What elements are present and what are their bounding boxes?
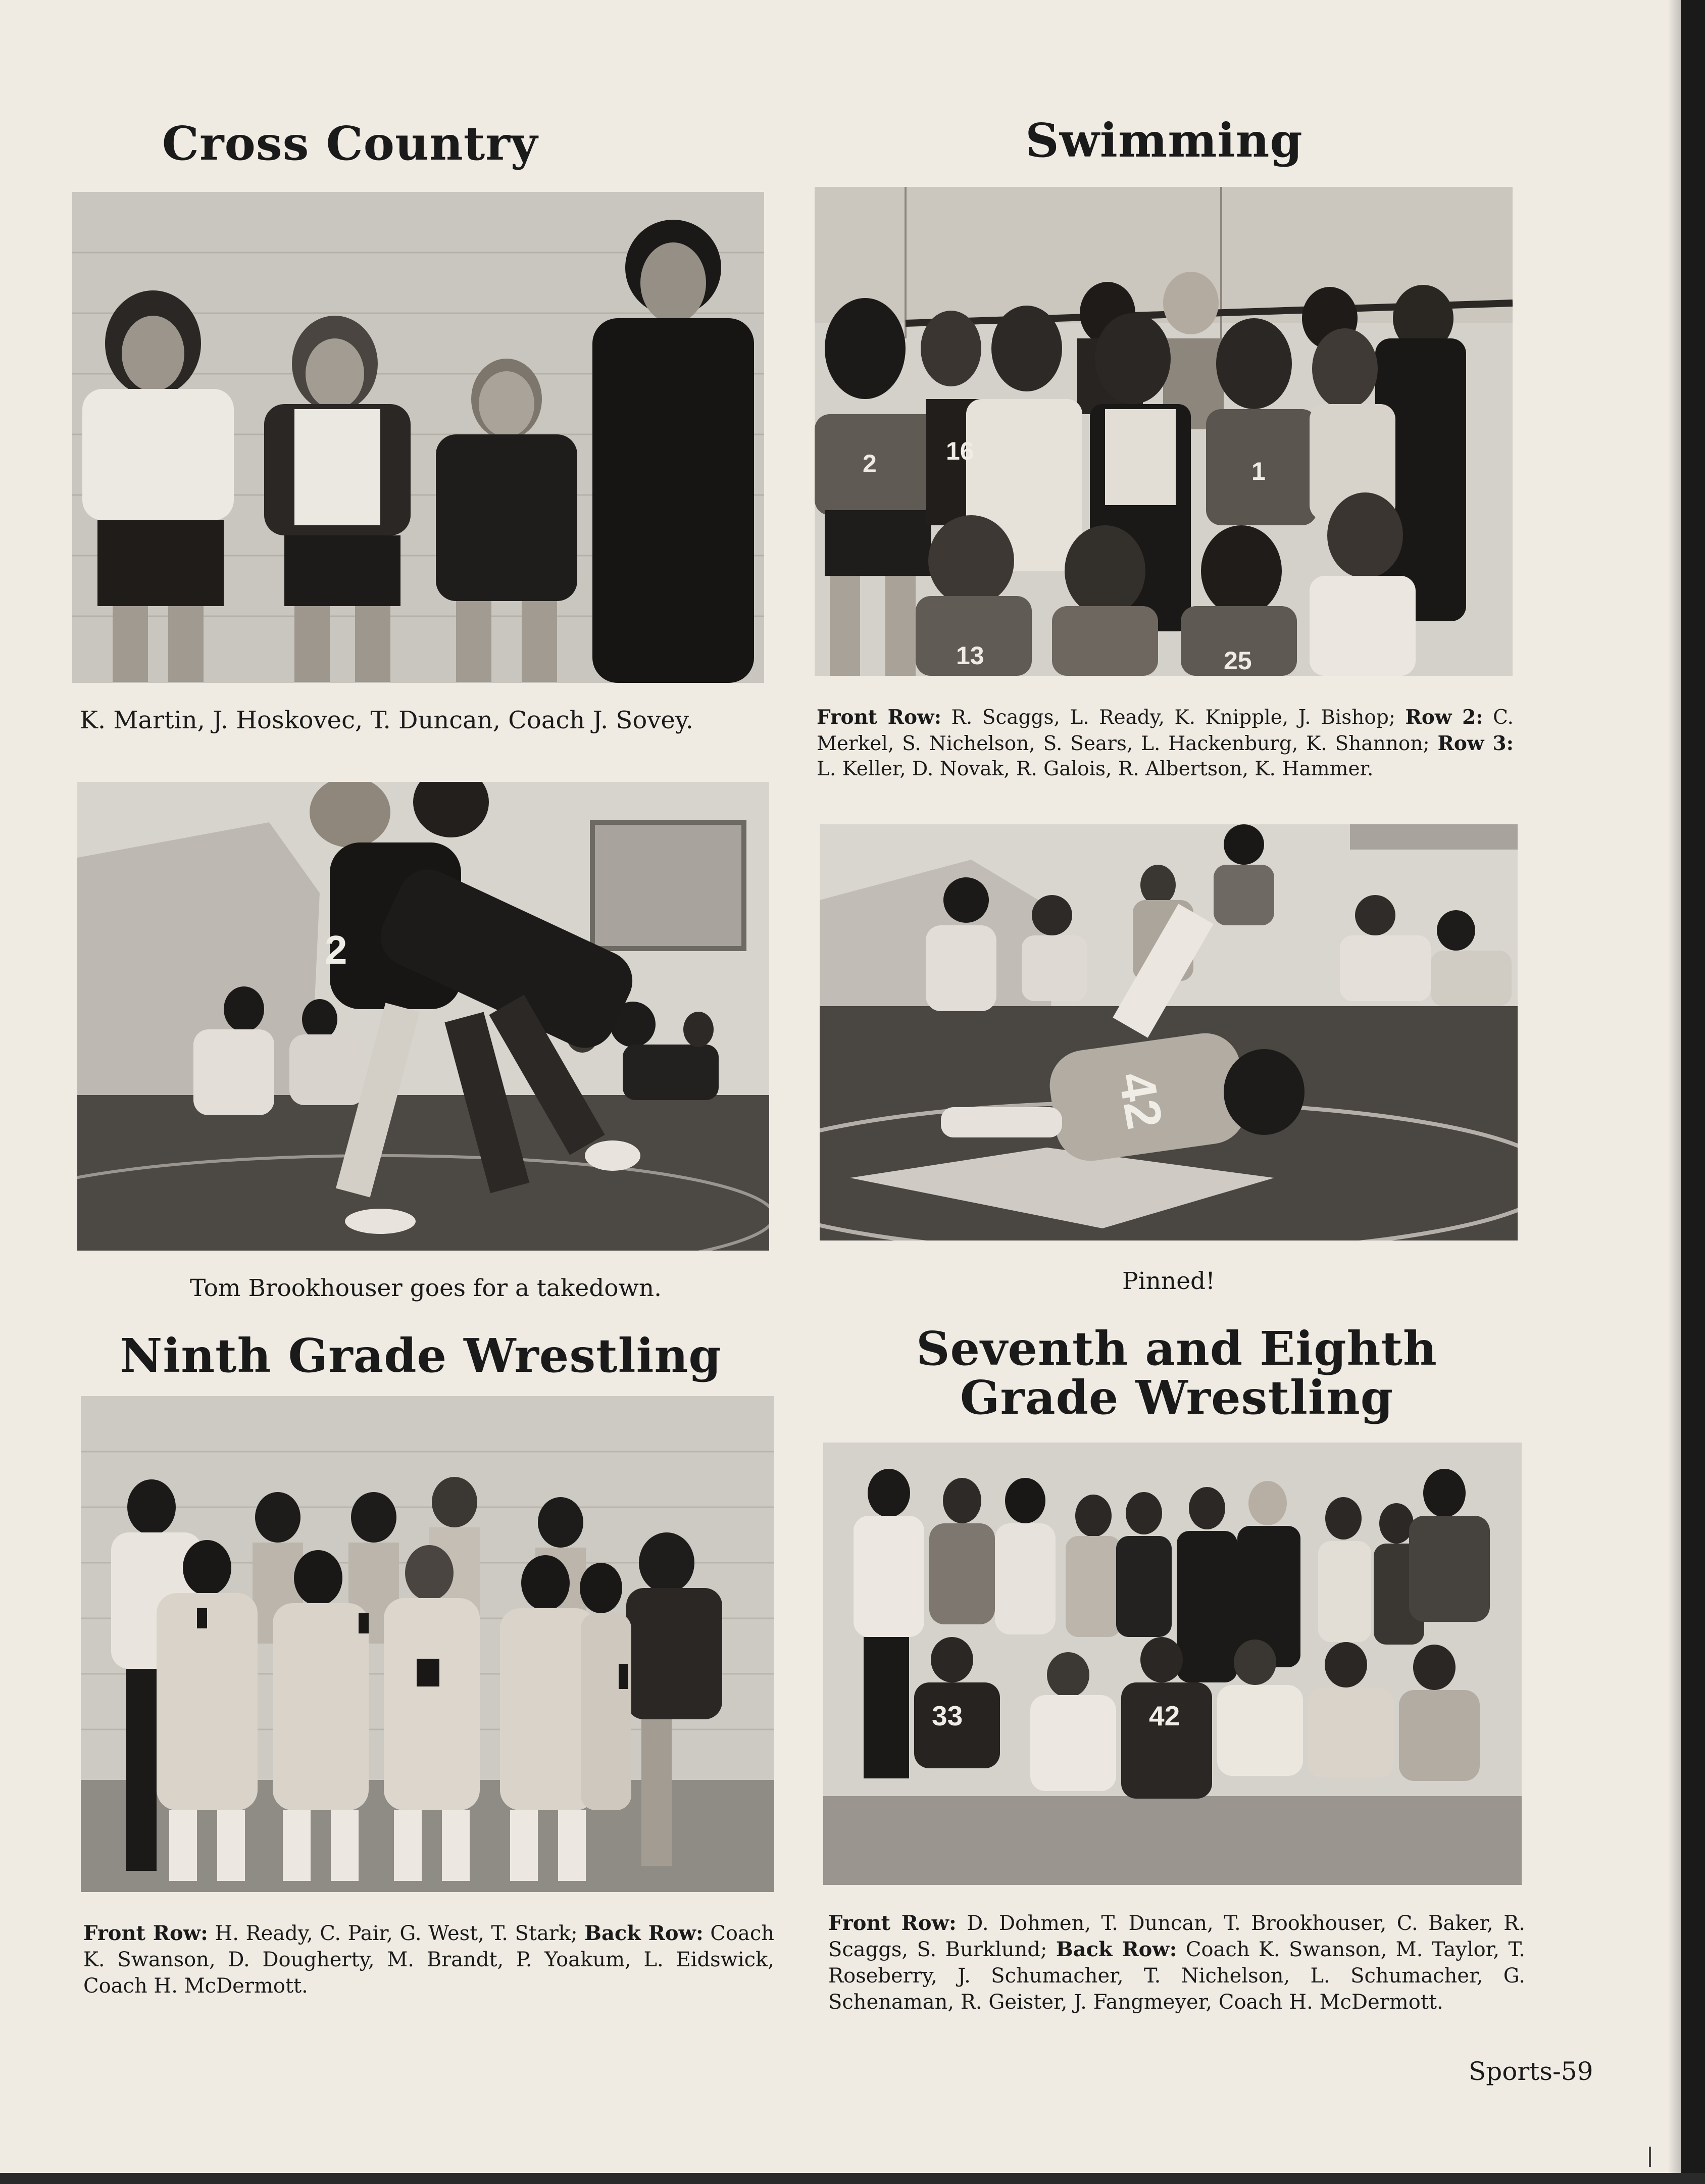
svg-text:1: 1 bbox=[1251, 457, 1266, 485]
swimming-photo bbox=[815, 187, 1513, 676]
seventh-eighth-heading bbox=[848, 1321, 1505, 1425]
seventh-eighth-caption bbox=[828, 1910, 1525, 2015]
cross-country-caption: K. Martin, J. Hoskovec, T. Duncan, Coach J. Sovey. bbox=[80, 706, 693, 734]
page-number: Sports-59 bbox=[1469, 2057, 1593, 2086]
cross-country-photo bbox=[72, 192, 764, 683]
svg-text:2: 2 bbox=[325, 927, 347, 972]
svg-text:16: 16 bbox=[946, 437, 974, 465]
swimming-row2-label: Row 2: bbox=[1405, 706, 1483, 729]
page-edge-bottom bbox=[0, 2173, 1705, 2184]
ninth-grade-photo bbox=[81, 1396, 774, 1892]
swimming-front-row-names: R. Scaggs, L. Ready, K. Knipple, J. Bishop; bbox=[941, 706, 1406, 729]
seventh-eighth-photo bbox=[823, 1443, 1522, 1885]
ninth-grade-back-row-label: Back Row: bbox=[584, 1921, 704, 1945]
swimming-front-row-label: Front Row: bbox=[817, 706, 941, 729]
crop-mark bbox=[1649, 2147, 1651, 2167]
seventh-eighth-back-row-names: Coach K. Swanson, M. Taylor, T. Roseberry, J. Schumacher, T. Nichelson, L. Schumacher, G. Schenaman, R. Geister, J. Fangmeyer, Coach H. McDermott. bbox=[828, 1938, 1526, 2014]
seventh-eighth-front-row-names: D. Dohmen, T. Duncan, T. Brookhouser, C. Baker, R. Scaggs, S. Burklund; bbox=[828, 1912, 1525, 1961]
cross-country-heading: Cross Country bbox=[162, 116, 538, 171]
swimming-row3-label: Row 3: bbox=[1437, 731, 1514, 755]
pinned-caption: Pinned! bbox=[1122, 1267, 1215, 1295]
swimming-heading: Swimming bbox=[1025, 113, 1303, 168]
ninth-grade-front-row-names: H. Ready, C. Pair, G. West, T. Stark; bbox=[208, 1922, 585, 1945]
page-edge-shadow bbox=[1668, 0, 1681, 2184]
svg-text:42: 42 bbox=[1149, 1700, 1180, 1731]
takedown-caption: Tom Brookhouser goes for a takedown. bbox=[189, 1274, 662, 1302]
page-edge-right bbox=[1681, 0, 1705, 2184]
ninth-grade-back-row-names: Coach K. Swanson, D. Dougherty, M. Brandt, P. Yoakum, L. Eidswick, Coach H. McDermott. bbox=[83, 1922, 775, 1998]
pinned-photo bbox=[820, 824, 1518, 1240]
seventh-eighth-heading-line2: Grade Wrestling bbox=[960, 1370, 1394, 1425]
ninth-grade-heading: Ninth Grade Wrestling bbox=[120, 1328, 722, 1383]
ninth-grade-caption bbox=[83, 1920, 774, 1999]
seventh-eighth-front-row-label: Front Row: bbox=[828, 1911, 957, 1935]
takedown-photo bbox=[77, 782, 769, 1251]
seventh-eighth-heading-line1: Seventh and Eighth bbox=[916, 1321, 1437, 1376]
svg-text:25: 25 bbox=[1224, 647, 1252, 675]
svg-text:33: 33 bbox=[932, 1700, 963, 1731]
swimming-caption bbox=[817, 705, 1514, 782]
swimming-row3-names: L. Keller, D. Novak, R. Galois, R. Albertson, K. Hammer. bbox=[817, 758, 1374, 781]
seventh-eighth-back-row-label: Back Row: bbox=[1056, 1938, 1177, 1961]
ninth-grade-front-row-label: Front Row: bbox=[83, 1921, 208, 1945]
svg-text:2: 2 bbox=[863, 450, 877, 478]
svg-text:13: 13 bbox=[956, 641, 984, 670]
svg-text:42: 42 bbox=[1108, 1068, 1173, 1133]
swimming-row2-names: C. Merkel, S. Nichelson, S. Sears, L. Hackenburg, K. Shannon; bbox=[817, 706, 1514, 755]
